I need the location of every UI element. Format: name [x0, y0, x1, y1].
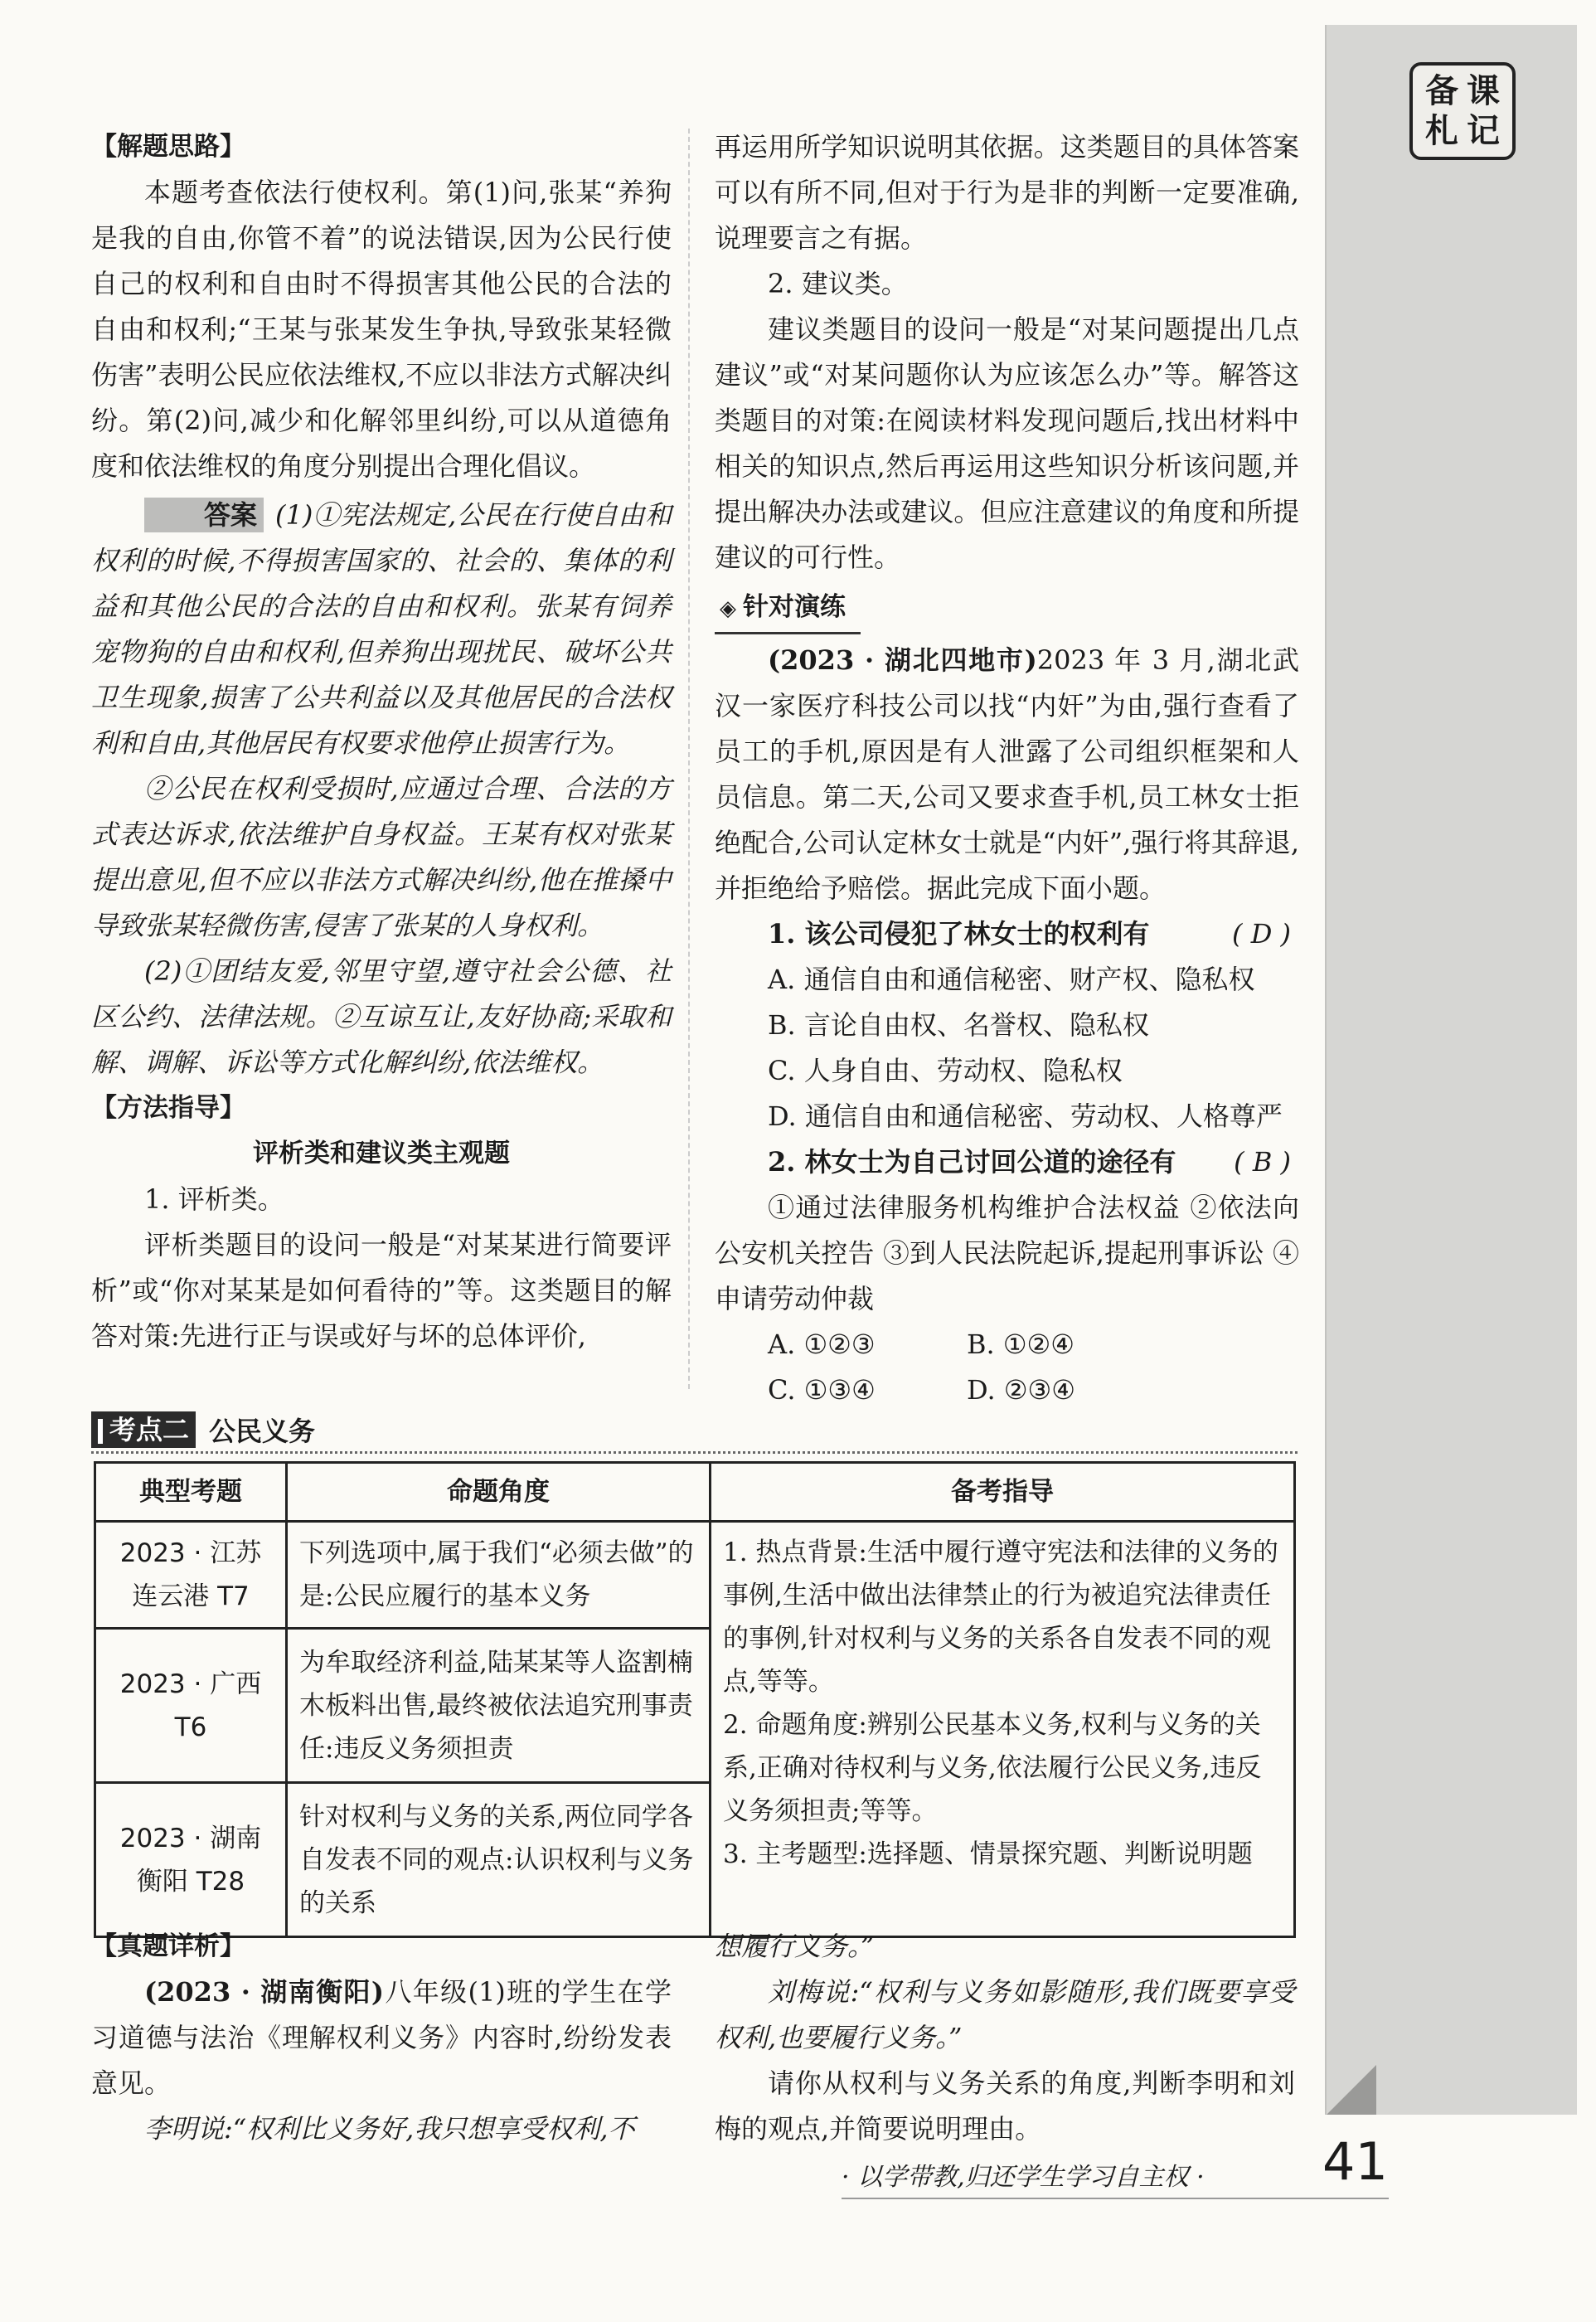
analysis-text: 本题考查依法行使权利。第(1)问,张某“养狗是我的自由,你管不着”的说法错误,因为公民行使自己的权利和自由时不得损害其他公民的合法的自由和权利;“王某与张某发生争执,导致张某轻微伤害”表明公民应依法维权,不应以非法方式解决纠纷。第(2)问,减少和化解邻里纠纷,可以从道德角度和依法维权的角度分别提出合理化倡议。	[91, 177, 672, 482]
practice-material	[715, 638, 1299, 911]
method-heading: 【方法指导】	[91, 1093, 245, 1123]
guide-item-3: 3. 主考题型:选择题、情景探究题、判断说明题	[723, 1839, 1253, 1869]
badge-char: 记	[1467, 111, 1500, 150]
answer-tag: 答案	[144, 498, 264, 532]
question-source: 2023 · 广西 T6	[95, 1629, 287, 1783]
lesson-notes-badge	[1409, 62, 1516, 160]
q1-option-d: D. 通信自由和通信秘密、劳动权、人格尊严	[768, 1100, 1283, 1132]
page-number: 41	[1322, 2131, 1388, 2192]
real-question-heading: 【真题详析】	[91, 1931, 245, 1961]
footer-rule	[842, 2198, 1389, 2199]
q2-statements: ①通过法律服务机构维护合法权益 ②依法向公安机关控告 ③到人民法院起诉,提起刑事诉讼 ④申请劳动仲裁	[715, 1192, 1299, 1314]
answer-text-1: (1)①宪法规定,公民在行使自由和权利的时候,不得损害国家的、社会的、集体的利益和其他公民的合法的自由和权利。张某有饲养宠物狗的自由和权利,但养狗出现扰民、破坏公共卫生现象,损害了公共利益以及其他居民的合法权利和自由,其他居民有权要求他停止损害行为。	[91, 499, 672, 759]
header-question-angle: 命题角度	[287, 1463, 711, 1522]
question-angle: 下列选项中,属于我们“必须去做”的是:公民应履行的基本义务	[287, 1522, 711, 1629]
badge-char: 札	[1425, 111, 1458, 150]
continued-text: 再运用所学知识说明其依据。这类题目的具体答案可以有所不同,但对于行为是非的判断一定要准确,说理要言之有据。	[715, 131, 1299, 254]
section-heading	[91, 1408, 1298, 1454]
question-1	[715, 911, 1299, 957]
footer-motto: · 以学带教,归还学生学习自主权 ·	[842, 2163, 1205, 2192]
q2-option-c: C. ①③④	[768, 1374, 876, 1406]
method-item-2: 2. 建议类。	[768, 268, 908, 299]
liu-mei-view: 刘梅说:“权利与义务如影随形,我们既要享受权利,也要履行义务。”	[715, 1976, 1295, 2053]
question-2-stem: 2. 林女士为自己讨回公道的途径有	[768, 1146, 1176, 1178]
q2-option-b: B. ①②④	[967, 1329, 1075, 1360]
method-title: 评析类和建议类主观题	[253, 1139, 510, 1168]
analysis-heading: 【解题思路】	[91, 132, 245, 162]
answer-block	[91, 493, 672, 766]
prep-guide-cell	[711, 1522, 1295, 1937]
question-source: 2023 · 江苏连云港 T7	[95, 1522, 287, 1629]
question-prompt: 请你从权利与义务关系的角度,判断李明和刘梅的观点,并简要说明理由。	[715, 2067, 1295, 2145]
q1-option-b: B. 言论自由权、名誉权、隐私权	[768, 1009, 1149, 1041]
real-question-material	[91, 1970, 672, 2106]
q2-options-row-2	[715, 1367, 1299, 1413]
header-typical-questions: 典型考题	[95, 1463, 287, 1522]
question-2	[715, 1139, 1299, 1185]
question-1-stem: 1. 该公司侵犯了林女士的权利有	[768, 918, 1150, 950]
section-title: 公民义务	[209, 1416, 316, 1447]
q2-option-a: A. ①②③	[768, 1329, 876, 1360]
bottom-left-column	[91, 1924, 672, 2152]
li-ming-view: 李明说:“权利比义务好,我只想享受权利,不	[144, 2113, 635, 2145]
real-question-text: 八年级(1)班的学生在学习道德与法治《理解权利义务》内容时,纷纷发表意见。	[91, 1976, 672, 2099]
practice-heading: ◈ 针对演练	[715, 585, 861, 634]
notes-margin	[1325, 25, 1577, 2115]
bottom-right-column	[715, 1924, 1295, 2152]
method-item-1: 1. 评析类。	[144, 1183, 284, 1215]
answer-text-2: ②公民在权利受损时,应通过合理、合法的方式表达诉求,依法维护自身权益。王某有权对张某提出意见,但不应以非法方式解决纠纷,他在推搡中导致张某轻微伤害,侵害了张某的人身权利。	[91, 773, 672, 941]
method-item-1-text: 评析类题目的设问一般是“对某某进行简要评析”或“你对某某是如何看待的”等。这类题目的解答对策:先进行正与误或好与坏的总体评价,	[91, 1229, 672, 1352]
left-column	[91, 124, 672, 1359]
q1-option-a: A. 通信自由和通信秘密、财产权、隐私权	[768, 964, 1255, 995]
right-column	[715, 124, 1299, 1413]
answer-text-3: (2)①团结友爱,邻里守望,遵守社会公德、社区公约、法律法规。②互谅互让,友好协商;采取和解、调解、诉讼等方式化解纠纷,依法维权。	[91, 955, 672, 1078]
question-source: 2023 · 湖南衡阳 T28	[95, 1783, 287, 1937]
badge-char: 课	[1467, 71, 1500, 110]
badge-char: 备	[1425, 71, 1458, 110]
method-item-2-text: 建议类题目的设问一般是“对某问题提出几点建议”或“对某问题你认为应该怎么办”等。解答这类题目的对策:在阅读材料发现问题后,找出材料中相关的知识点,然后再运用这些知识分析该问题,并提出解决办法或建议。但应注意建议的角度和所提建议的可行性。	[715, 313, 1299, 573]
guide-item-2: 2. 命题角度:辨别公民基本义务,权利与义务的关系,正确对待权利与义务,依法履行公民义务,违反义务须担责;等等。	[723, 1710, 1262, 1826]
question-2-answer: ( B )	[1234, 1146, 1291, 1178]
section-label: 考点二	[91, 1411, 196, 1448]
question-angle: 针对权利与义务的关系,两位同学各自发表不同的观点:认识权利与义务的关系	[287, 1783, 711, 1937]
li-ming-view-cont: 想履行义务。”	[715, 1931, 875, 1962]
column-divider	[688, 129, 690, 1389]
real-question-source: (2023 · 湖南衡阳)	[144, 1976, 384, 2008]
question-angle: 为牟取经济利益,陆某某等人盗割楠木板料出售,最终被依法追究刑事责任:违反义务须担责	[287, 1629, 711, 1783]
q2-options-row-1	[715, 1322, 1299, 1367]
table-header-row	[95, 1463, 1295, 1522]
practice-source: (2023 · 湖北四地市)	[768, 644, 1037, 676]
header-prep-guide: 备考指导	[711, 1463, 1295, 1522]
practice-heading-row	[715, 584, 1299, 634]
question-1-answer: ( D )	[1232, 918, 1291, 950]
exam-guide-table	[94, 1461, 1296, 1938]
table-row	[95, 1522, 1295, 1629]
guide-item-1: 1. 热点背景:生活中履行遵守宪法和法律的义务的事例,生活中做出法律禁止的行为被追究法律责任的事例,针对权利与义务的关系各自发表不同的观点,等等。	[723, 1537, 1278, 1697]
practice-text: 2023 年 3 月,湖北武汉一家医疗科技公司以找“内奸”为由,强行查看了员工的手机,原因是有人泄露了公司组织框架和人员信息。第二天,公司又要求查手机,员工林女士拒绝配合,公司认定林女士就是“内奸”,强行将其辞退,并拒绝给予赔偿。据此完成下面小题。	[715, 644, 1299, 904]
q2-option-d: D. ②③④	[967, 1374, 1075, 1406]
q1-option-c: C. 人身自由、劳动权、隐私权	[768, 1055, 1123, 1086]
